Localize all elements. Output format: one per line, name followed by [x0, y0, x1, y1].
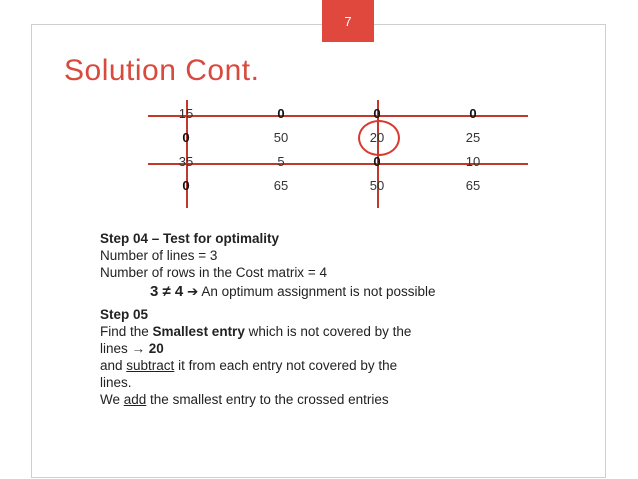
page-number-tab — [322, 0, 374, 42]
text-fragment: the smallest entry to the crossed entries — [146, 392, 389, 407]
solution-text — [100, 230, 530, 408]
lines-end: lines. — [100, 375, 132, 390]
matrix-cell: 20 — [369, 130, 385, 145]
lines-count: Number of lines = 3 — [100, 248, 218, 263]
conclusion: An optimum assignment is not possible — [201, 284, 436, 299]
matrix-cell: 65 — [273, 178, 289, 193]
find-line — [100, 323, 530, 340]
text-fragment: Find the — [100, 324, 153, 339]
step05-heading: Step 05 — [100, 307, 149, 322]
arrow-icon: ➔ — [187, 284, 199, 299]
text-fragment: lines — [100, 341, 128, 356]
matrix-cell: 0 — [373, 154, 381, 169]
matrix-cell: 0 — [373, 106, 381, 121]
matrix-cell: 50 — [273, 130, 289, 145]
matrix-cell: 5 — [277, 154, 285, 169]
rows-count: Number of rows in the Cost matrix = 4 — [100, 265, 327, 280]
arrow-icon: → — [131, 341, 146, 356]
matrix-cell: 65 — [465, 178, 481, 193]
matrix-cell: 10 — [465, 154, 481, 169]
step04-heading: Step 04 – Test for optimality — [100, 231, 280, 246]
inequality: 3 ≠ 4 — [150, 283, 184, 300]
slide-title: Solution Cont. — [64, 54, 260, 87]
matrix-cell: 0 — [277, 106, 285, 121]
matrix-cell: 0 — [182, 178, 190, 193]
smallest-entry-label: Smallest entry — [152, 324, 245, 339]
matrix-cell: 25 — [465, 130, 481, 145]
matrix-cell: 0 — [182, 130, 190, 145]
subtract-line — [100, 357, 530, 374]
text-fragment: which is not covered by the — [244, 324, 412, 339]
lines-result — [100, 340, 530, 357]
inequality-line — [100, 283, 530, 300]
add-line — [100, 391, 530, 408]
text-fragment: We — [100, 392, 124, 407]
cost-matrix — [118, 100, 538, 212]
matrix-cell: 50 — [369, 178, 385, 193]
text-fragment: and — [100, 358, 127, 373]
matrix-cell: 35 — [178, 154, 194, 169]
matrix-cell: 15 — [178, 106, 194, 121]
page-number: 7 — [344, 13, 352, 29]
text-fragment: it from each entry not covered by the — [174, 358, 398, 373]
smallest-value: 20 — [148, 341, 164, 356]
matrix-cell: 0 — [469, 106, 477, 121]
add-word: add — [123, 392, 147, 407]
subtract-word: subtract — [126, 358, 175, 373]
